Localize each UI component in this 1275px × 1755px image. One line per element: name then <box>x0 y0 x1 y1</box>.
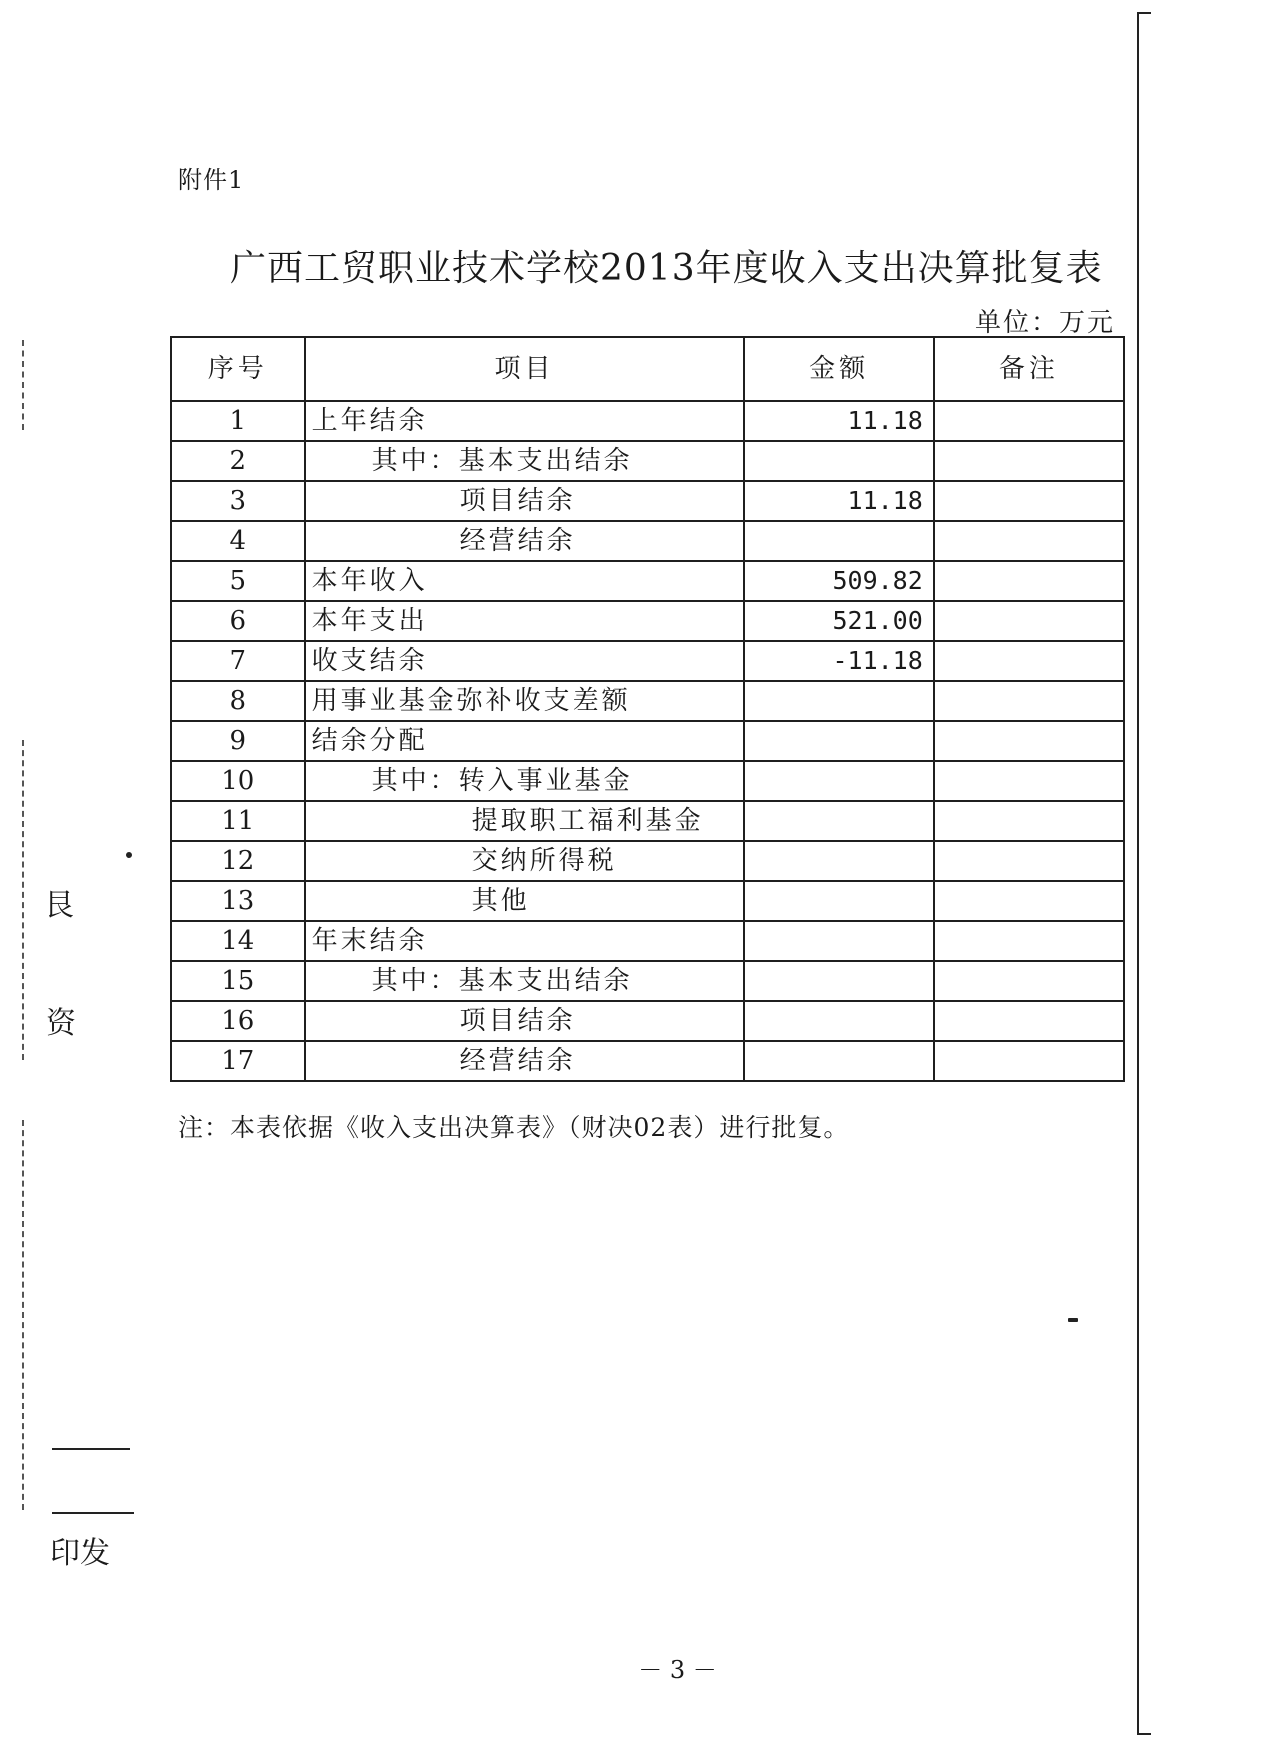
row-item: 其他 <box>305 881 745 921</box>
table-row <box>171 721 1124 761</box>
row-item: 结余分配 <box>305 721 745 761</box>
row-no: 2 <box>171 441 305 481</box>
row-no: 7 <box>171 641 305 681</box>
row-amount: 509.82 <box>744 561 933 601</box>
row-no: 16 <box>171 1001 305 1041</box>
header-item: 项目 <box>305 337 745 401</box>
row-no: 9 <box>171 721 305 761</box>
table-row <box>171 601 1124 641</box>
table-row <box>171 1041 1124 1081</box>
row-amount <box>744 1001 933 1041</box>
row-no: 3 <box>171 481 305 521</box>
row-amount <box>744 681 933 721</box>
footnote: 注：本表依据《收入支出决算表》（财决02表）进行批复。 <box>178 1113 850 1142</box>
table-row <box>171 841 1124 881</box>
row-item: 本年收入 <box>305 561 745 601</box>
row-amount <box>744 1041 933 1081</box>
row-amount: 521.00 <box>744 601 933 641</box>
header-note: 备注 <box>934 337 1124 401</box>
scan-speck <box>1068 1318 1078 1322</box>
row-amount <box>744 841 933 881</box>
scan-speck <box>126 852 132 858</box>
margin-fragment: 印发 <box>50 1536 110 1571</box>
row-note <box>934 441 1124 481</box>
row-no: 1 <box>171 401 305 441</box>
row-amount: 11.18 <box>744 481 933 521</box>
row-item: 其中：基本支出结余 <box>305 961 745 1001</box>
row-note <box>934 1041 1124 1081</box>
row-no: 6 <box>171 601 305 641</box>
row-amount: -11.18 <box>744 641 933 681</box>
row-item: 其中：基本支出结余 <box>305 441 745 481</box>
table-row <box>171 961 1124 1001</box>
table-row <box>171 761 1124 801</box>
row-amount: 11.18 <box>744 401 933 441</box>
margin-line <box>52 1448 130 1450</box>
settlement-table <box>170 336 1125 1082</box>
table-row <box>171 401 1124 441</box>
scan-border <box>1137 1733 1151 1735</box>
table-row <box>171 521 1124 561</box>
margin-line <box>52 1512 134 1514</box>
row-amount <box>744 961 933 1001</box>
row-note <box>934 761 1124 801</box>
row-note <box>934 641 1124 681</box>
header-amount: 金额 <box>744 337 933 401</box>
row-note <box>934 481 1124 521</box>
row-item: 经营结余 <box>305 521 745 561</box>
attachment-label: 附件1 <box>178 166 245 194</box>
row-no: 8 <box>171 681 305 721</box>
page-number: － 3 － <box>638 1656 717 1684</box>
table-row <box>171 1001 1124 1041</box>
table-row <box>171 481 1124 521</box>
row-no: 10 <box>171 761 305 801</box>
row-note <box>934 1001 1124 1041</box>
row-no: 13 <box>171 881 305 921</box>
row-item: 其中：转入事业基金 <box>305 761 745 801</box>
unit-label: 单位：万元 <box>975 308 1116 338</box>
row-note <box>934 561 1124 601</box>
row-no: 15 <box>171 961 305 1001</box>
table-row <box>171 561 1124 601</box>
row-note <box>934 401 1124 441</box>
row-no: 4 <box>171 521 305 561</box>
table-row <box>171 921 1124 961</box>
row-note <box>934 721 1124 761</box>
row-amount <box>744 441 933 481</box>
row-amount <box>744 881 933 921</box>
row-item: 项目结余 <box>305 481 745 521</box>
row-note <box>934 921 1124 961</box>
margin-mark <box>22 340 24 430</box>
row-amount <box>744 721 933 761</box>
header-no: 序号 <box>171 337 305 401</box>
row-item: 收支结余 <box>305 641 745 681</box>
row-item: 用事业基金弥补收支差额 <box>305 681 745 721</box>
row-no: 17 <box>171 1041 305 1081</box>
row-item: 经营结余 <box>305 1041 745 1081</box>
row-no: 12 <box>171 841 305 881</box>
table-header-row <box>171 337 1124 401</box>
page-title: 广西工贸职业技术学校2013年度收入支出决算批复表 <box>230 248 1103 289</box>
row-note <box>934 681 1124 721</box>
table-row <box>171 801 1124 841</box>
margin-fragment: 艮 <box>44 888 74 923</box>
table-row <box>171 641 1124 681</box>
row-item: 上年结余 <box>305 401 745 441</box>
row-note <box>934 841 1124 881</box>
row-note <box>934 961 1124 1001</box>
row-note <box>934 521 1124 561</box>
row-no: 14 <box>171 921 305 961</box>
row-item: 项目结余 <box>305 1001 745 1041</box>
row-item: 年末结余 <box>305 921 745 961</box>
margin-fragment: 资 <box>46 1006 76 1041</box>
table-row <box>171 441 1124 481</box>
row-amount <box>744 521 933 561</box>
row-note <box>934 801 1124 841</box>
scan-border <box>1137 12 1151 14</box>
row-note <box>934 881 1124 921</box>
margin-mark <box>22 740 24 1060</box>
row-no: 11 <box>171 801 305 841</box>
table-row <box>171 881 1124 921</box>
row-item: 交纳所得税 <box>305 841 745 881</box>
row-no: 5 <box>171 561 305 601</box>
row-item: 本年支出 <box>305 601 745 641</box>
row-item: 提取职工福利基金 <box>305 801 745 841</box>
row-amount <box>744 921 933 961</box>
table-row <box>171 681 1124 721</box>
row-amount <box>744 801 933 841</box>
margin-mark <box>22 1120 24 1510</box>
row-note <box>934 601 1124 641</box>
row-amount <box>744 761 933 801</box>
